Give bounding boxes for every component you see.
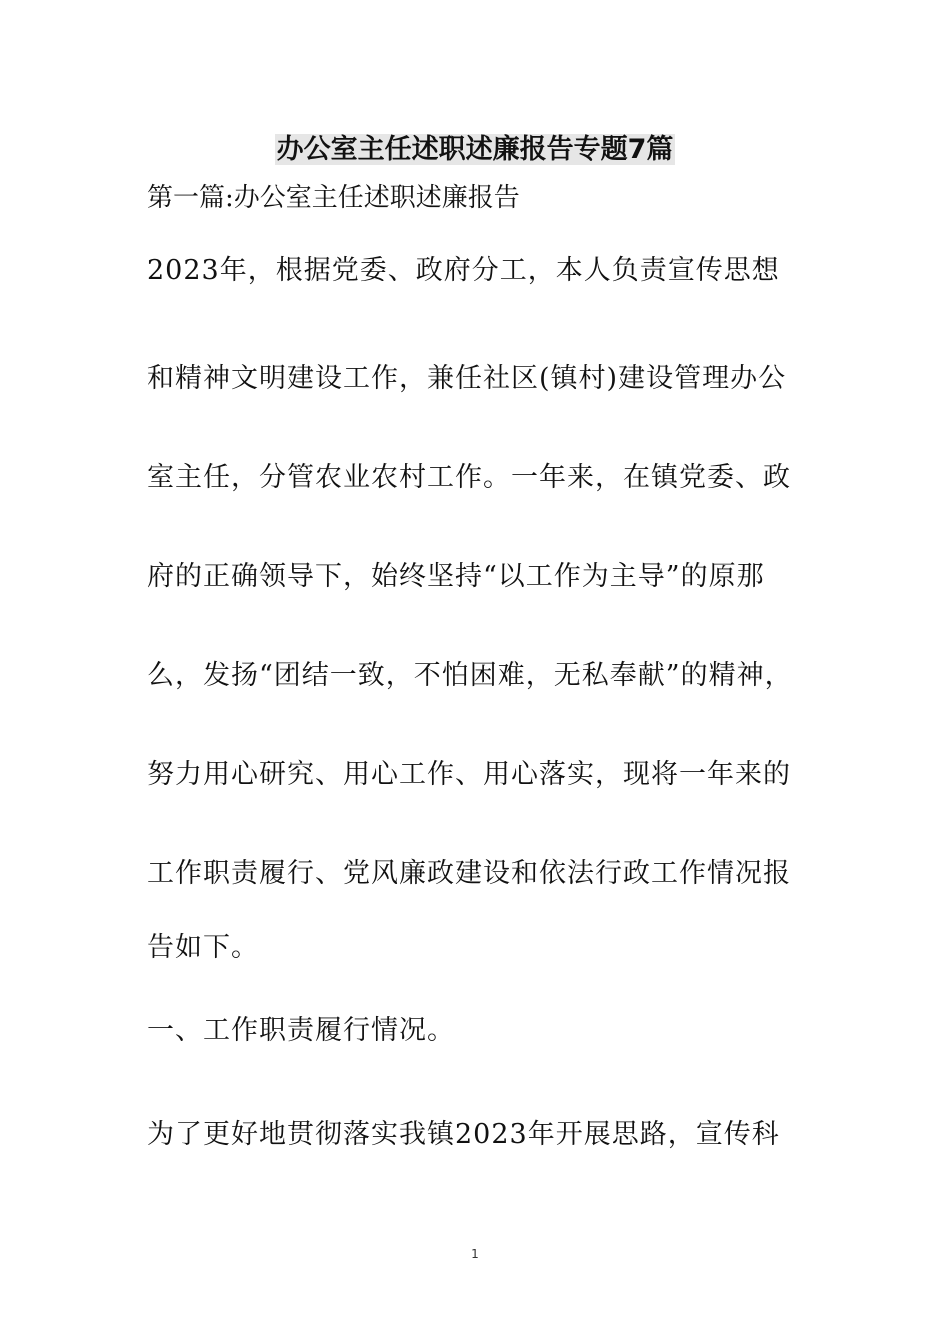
body-line: 么，发扬“团结一致，不怕困难，无私奉献”的精神，	[147, 660, 793, 691]
body-line: 室主任，分管农业农村工作。一年来，在镇党委、政	[147, 462, 791, 493]
body-line: 告如下。	[147, 932, 259, 963]
body-line: 工作职责履行、党风廉政建设和依法行政工作情况报	[147, 858, 791, 889]
body-line: 和精神文明建设工作，兼任社区(镇村)建设管理办公	[147, 363, 787, 394]
body-line: 为了更好地贯彻落实我镇2023年开展思路，宣传科	[147, 1119, 780, 1150]
body-line: 府的正确领导下，始终坚持“以工作为主导”的原那	[147, 561, 765, 592]
body-line: 努力用心研究、用心工作、用心落实，现将一年来的	[147, 759, 791, 790]
document-title: 办公室主任述职述廉报告专题7篇	[276, 134, 674, 165]
page-number: 1	[471, 1247, 479, 1261]
body-line: 2023年，根据党委、政府分工，本人负责宣传思想	[147, 255, 780, 286]
subsection-heading: 一、工作职责履行情况。	[147, 1015, 455, 1046]
section-heading: 第一篇:办公室主任述职述廉报告	[147, 183, 520, 213]
